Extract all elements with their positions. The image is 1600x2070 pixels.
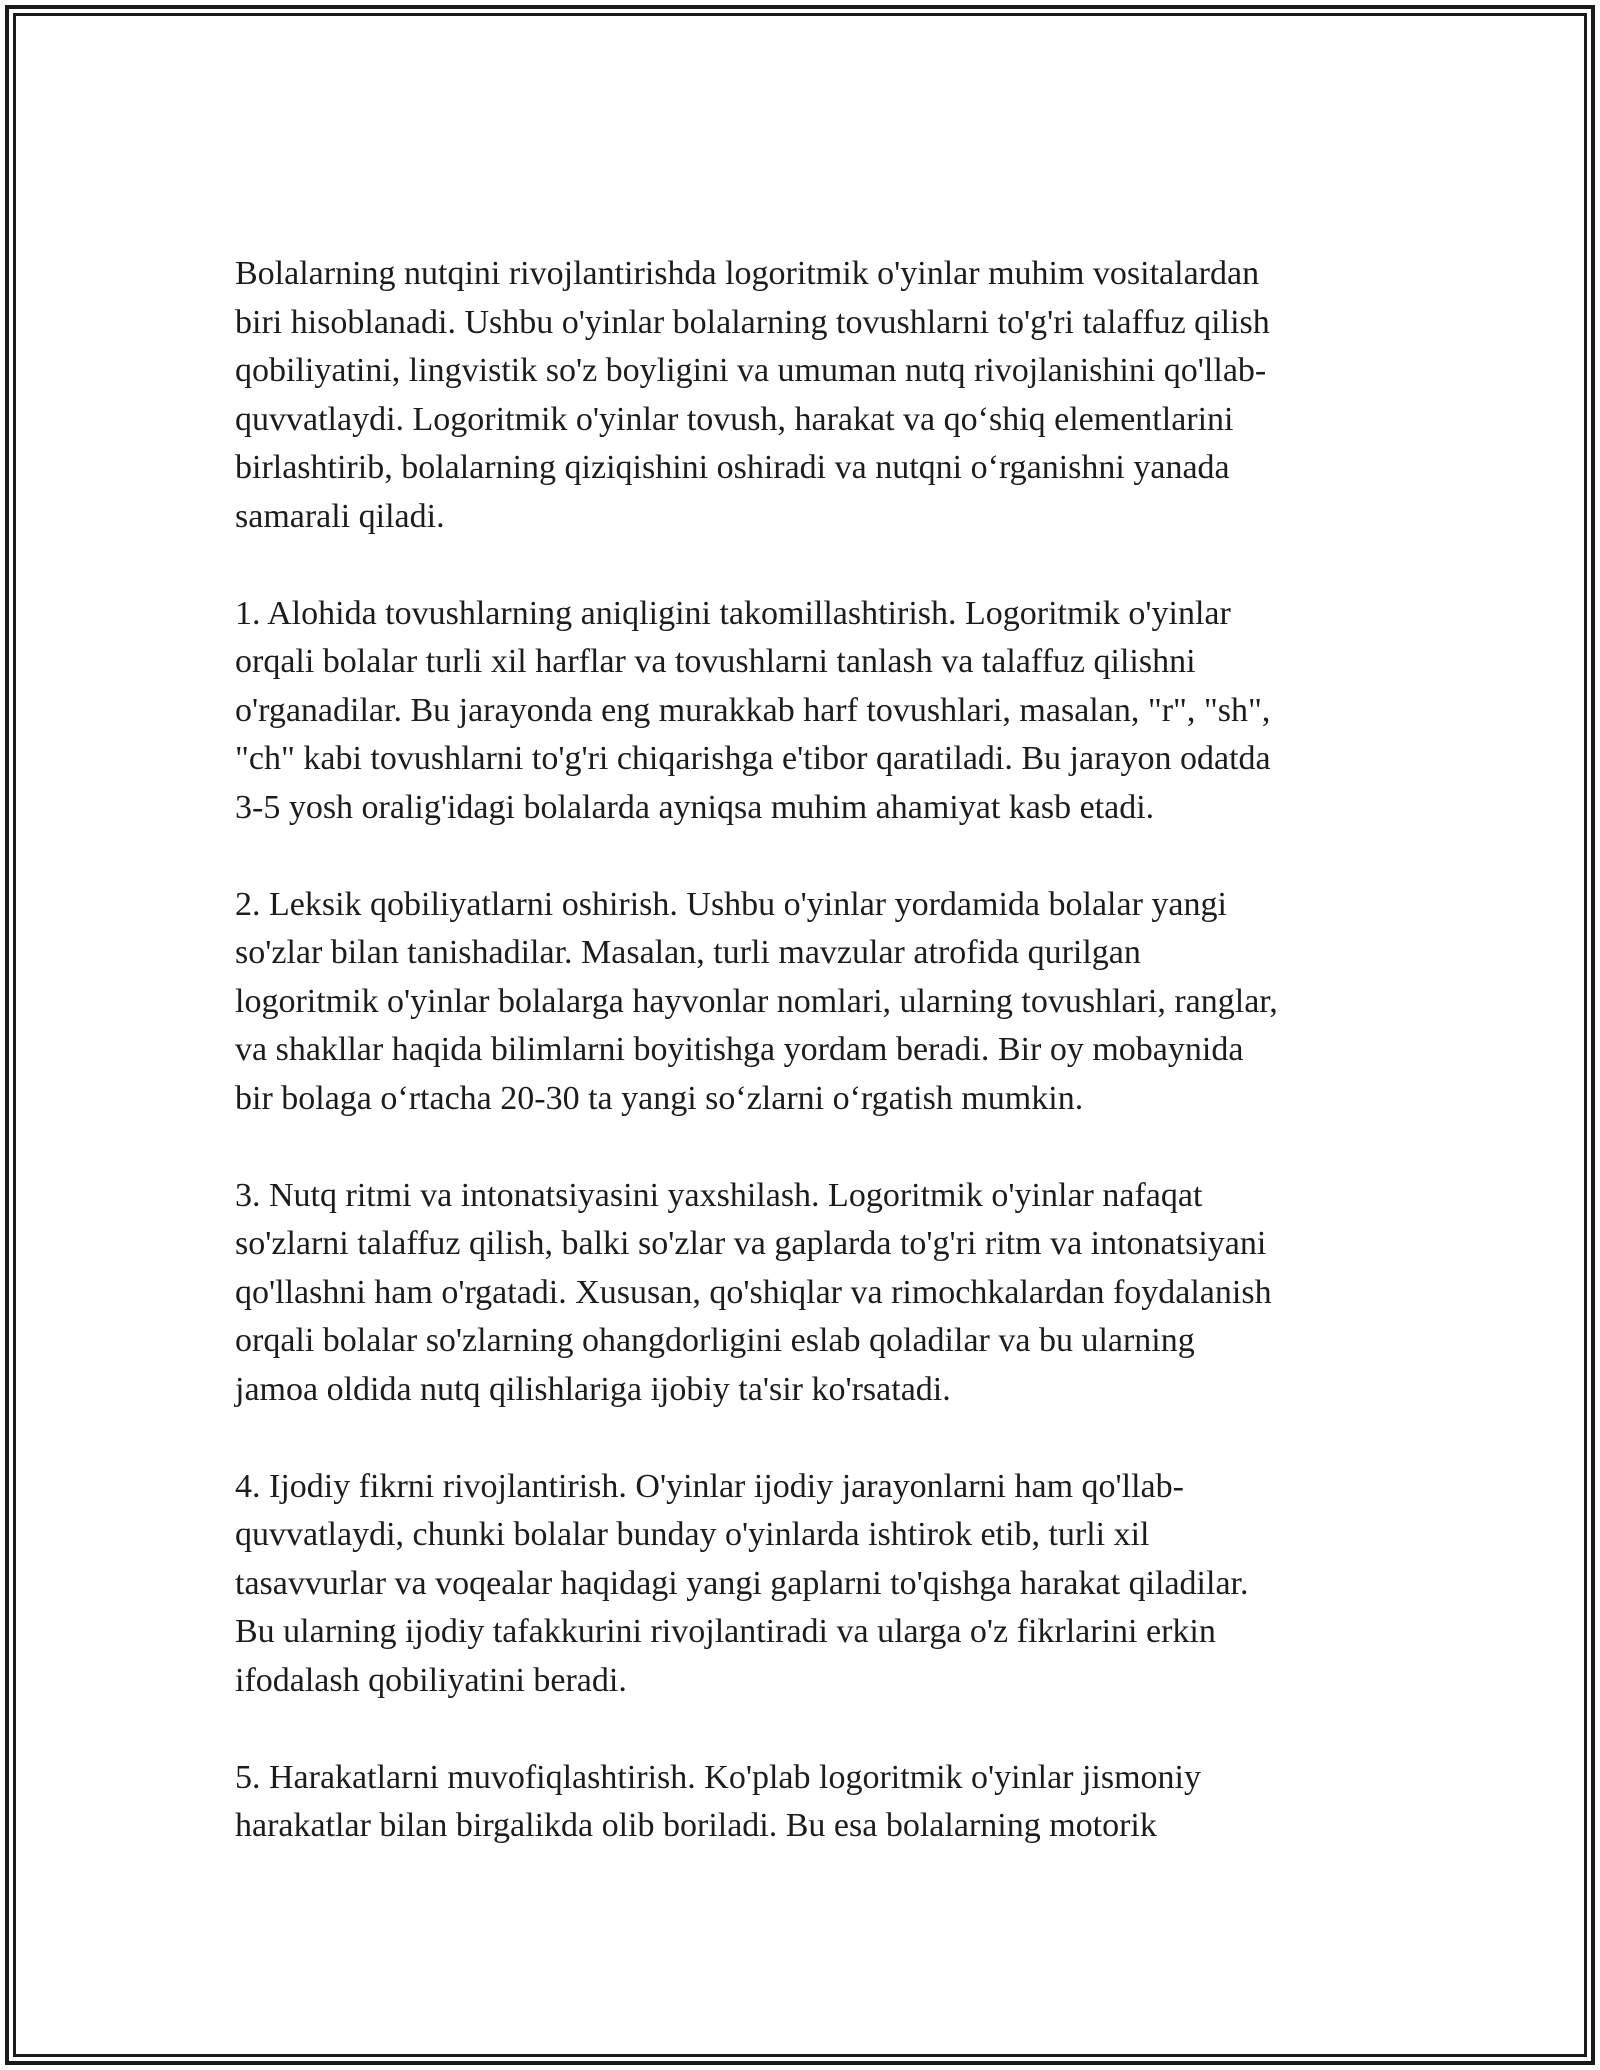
text-line: 3-5 yosh oralig'idagi bolalarda ayniqsa muhim ahamiyat kasb etadi. <box>235 788 1155 826</box>
text-line: 3. Nutq ritmi va intonatsiyasini yaxshilash. Logoritmik o'yinlar nafaqat <box>235 1176 1203 1214</box>
text-line: o'rganadilar. Bu jarayonda eng murakkab harf tovushlari, masalan, "r", "sh", <box>235 691 1271 729</box>
text-line: orqali bolalar so'zlarning ohangdorligini eslab qoladilar va bu ularning <box>235 1322 1195 1359</box>
point-1-paragraph <box>235 590 1375 833</box>
point-2-paragraph <box>235 881 1375 1124</box>
text-line: qo'llashni ham o'rgatadi. Xususan, qo'shiqlar va rimochkalardan foydalanish <box>235 1273 1272 1311</box>
point-5-paragraph <box>235 1754 1375 1851</box>
point-3-paragraph <box>235 1172 1375 1415</box>
point-4-paragraph <box>235 1463 1375 1706</box>
text-line: 2. Leksik qobiliyatlarni oshirish. Ushbu o'yinlar yordamida bolalar yangi <box>235 885 1227 923</box>
document-body <box>235 250 1375 1899</box>
text-line: Bu ularning ijodiy tafakkurini rivojlantiradi va ularga o'z fikrlarini erkin <box>235 1613 1216 1650</box>
text-line: qobiliyatini, lingvistik so'z boyligini va umuman nutq rivojlanishini qo'llab- <box>235 352 1267 389</box>
text-line: harakatlar bilan birgalikda olib boriladi. Bu esa bolalarning motorik <box>235 1807 1157 1844</box>
text-line: quvvatlaydi, chunki bolalar bunday o'yinlarda ishtirok etib, turli xil <box>235 1516 1150 1553</box>
text-line: va shakllar haqida bilimlarni boyitishga yordam beradi. Bir oy mobaynida <box>235 1031 1244 1068</box>
intro-paragraph <box>235 250 1375 541</box>
text-line: jamoa oldida nutq qilishlariga ijobiy ta'sir ko'rsatadi. <box>235 1370 951 1408</box>
text-line: so'zlarni talaffuz qilish, balki so'zlar va gaplarda to'g'ri ritm va intonatsiyani <box>235 1225 1267 1262</box>
text-line: 1. Alohida tovushlarning aniqligini takomillashtirish. Logoritmik o'yinlar <box>235 594 1231 632</box>
text-line: "ch" kabi tovushlarni to'g'ri chiqarishga e'tibor qaratiladi. Bu jarayon odatda <box>235 740 1271 777</box>
text-line: so'zlar bilan tanishadilar. Masalan, turli mavzular atrofida qurilgan <box>235 934 1141 971</box>
text-line: logoritmik o'yinlar bolalarga hayvonlar nomlari, ularning tovushlari, ranglar, <box>235 982 1278 1020</box>
text-line: tasavvurlar va voqealar haqidagi yangi gaplarni to'qishga harakat qiladilar. <box>235 1564 1249 1602</box>
text-line: ifodalash qobiliyatini beradi. <box>235 1661 627 1699</box>
text-line: birlashtirib, bolalarning qiziqishini oshiradi va nutqni o‘rganishni yanada <box>235 449 1230 486</box>
text-line: 5. Harakatlarni muvofiqlashtirish. Ko'plab logoritmik o'yinlar jismoniy <box>235 1758 1201 1796</box>
text-line: samarali qiladi. <box>235 497 445 535</box>
text-line: bir bolaga o‘rtacha 20-30 ta yangi so‘zlarni o‘rgatish mumkin. <box>235 1079 1084 1117</box>
text-line: biri hisoblanadi. Ushbu o'yinlar bolalarning tovushlarni to'g'ri talaffuz qilish <box>235 303 1270 341</box>
text-line: 4. Ijodiy fikrni rivojlantirish. O'yinlar ijodiy jarayonlarni ham qo'llab- <box>235 1467 1184 1505</box>
text-line: quvvatlaydi. Logoritmik o'yinlar tovush, harakat va qo‘shiq elementlarini <box>235 400 1234 438</box>
text-line: Bolalarning nutqini rivojlantirishda logoritmik o'yinlar muhim vositalardan <box>235 255 1260 292</box>
text-line: orqali bolalar turli xil harflar va tovushlarni tanlash va talaffuz qilishni <box>235 643 1196 680</box>
